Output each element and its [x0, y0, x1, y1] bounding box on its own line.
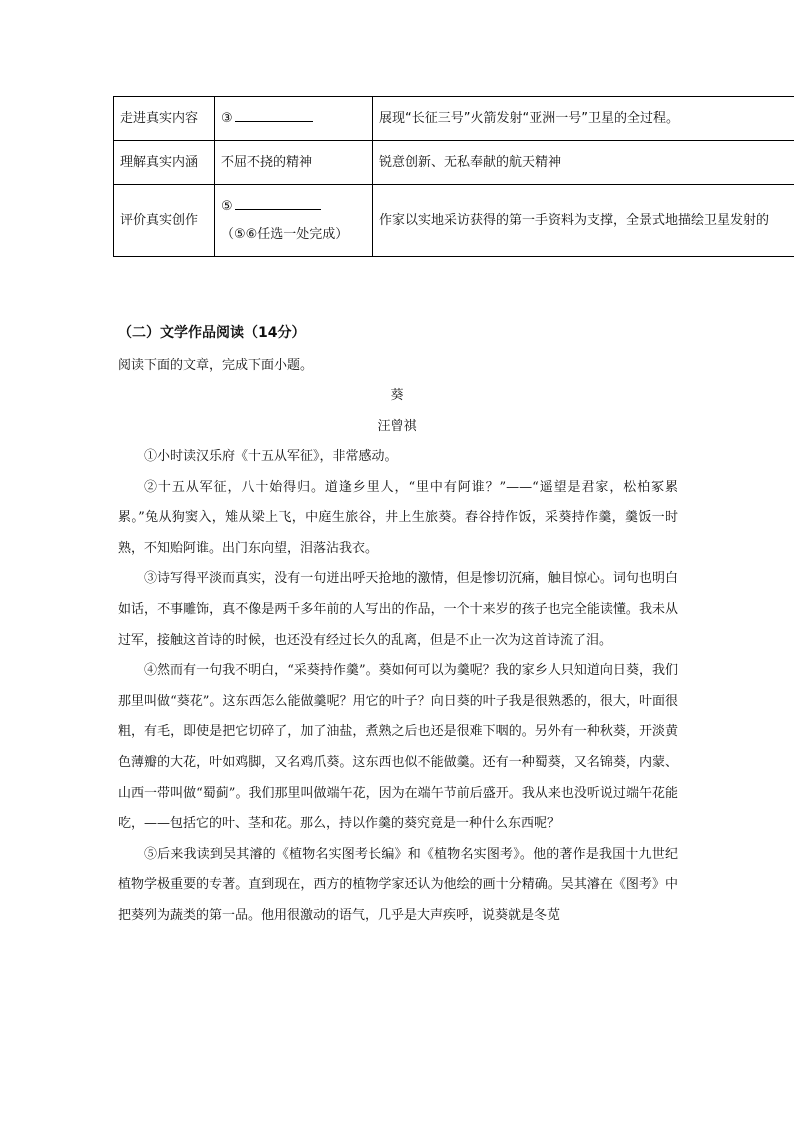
section-title: （二）文学作品阅读（14分） — [118, 325, 306, 341]
info-table — [113, 96, 794, 257]
answer-blank[interactable] — [235, 197, 321, 210]
instruction-text: 阅读下面的文章，完成下面小题。 — [118, 358, 314, 373]
blank-marker: ③ — [221, 111, 233, 126]
essay-title: 葵 — [390, 388, 404, 403]
table-row — [114, 97, 794, 141]
row-content: 锐意创新、无私奉献的航天精神 — [373, 141, 794, 185]
essay-author: 汪曾祺 — [377, 419, 417, 434]
blank-marker: ⑤ — [221, 199, 233, 214]
choice-note: （⑤⑥任选一处完成） — [221, 227, 349, 242]
row-content: 作家以实地采访获得的第一手资料为支撑，全景式地描绘卫星发射的 — [373, 185, 794, 257]
paragraph: ④然而有一句我不明白，“采葵持作羹”。葵如何可以为羹呢？我的家乡人只知道向日葵，我们那里叫做“葵花”。这东西怎么能做羹呢？用它的叶子？向日葵的叶子我是很熟悉的，很大，叶面很粗，有毛，即使是把它切碎了，加了油盐，煮熟之后也还是很难下咽的。另外有一种秋葵，开淡黄色薄瓣的大花，叶如鸡脚，又名鸡爪葵。这东西也似不能做羹。还有一种蜀葵，又名锦葵，内蒙、山西一带叫做“蜀蓟”。我们那里叫做端午花，因为在端午节前后盛开。我从来也没听说过端午花能吃，——包括它的叶、茎和花。那么，持以作羹的葵究竟是一种什么东西呢？ — [118, 663, 678, 832]
essay-body — [118, 442, 678, 932]
table-row — [114, 141, 794, 185]
answer-cell: 不屈不挠的精神 — [215, 141, 373, 185]
paragraph: ①小时读汉乐府《十五从军征》，非常感动。 — [144, 449, 398, 464]
answer-cell — [215, 185, 373, 257]
paragraph: ②十五从军征，八十始得归。道逢乡里人，“里中有阿谁？”——“遥望是君家，松柏冢累累。”兔从狗窦入，雉从梁上飞，中庭生旅谷，井上生旅葵。舂谷持作饭，采葵持作羹，羹饭一时熟，不知贻阿谁。出门东向望，泪落沾我衣。 — [118, 479, 678, 556]
answer-cell — [215, 97, 373, 141]
table-row — [114, 185, 794, 257]
paragraph: ③诗写得平淡而真实，没有一句迸出呼天抢地的激情，但是惨切沉痛，触目惊心。词句也明白如话，不事雕饰，真不像是两千多年前的人写出的作品，一个十来岁的孩子也完全能读懂。我未从过军，接触这首诗的时候，也还没有经过长久的乱离，但是不止一次为这首诗流了泪。 — [118, 571, 678, 648]
row-content: 展现“长征三号”火箭发射“亚洲一号”卫星的全过程。 — [373, 97, 794, 141]
paragraph: ⑤后来我读到吴其濬的《植物名实图考长编》和《植物名实图考》。他的著作是我国十九世纪植物学极重要的专著。直到现在，西方的植物学家还认为他绘的画十分精确。吴其濬在《图考》中把葵列为蔬类的第一品。他用很激动的语气，几乎是大声疾呼，说葵就是冬苋 — [118, 846, 678, 923]
row-label: 理解真实内涵 — [114, 141, 215, 185]
answer-blank[interactable] — [235, 109, 313, 122]
row-label: 走进真实内容 — [114, 97, 215, 141]
row-label: 评价真实创作 — [114, 185, 215, 257]
